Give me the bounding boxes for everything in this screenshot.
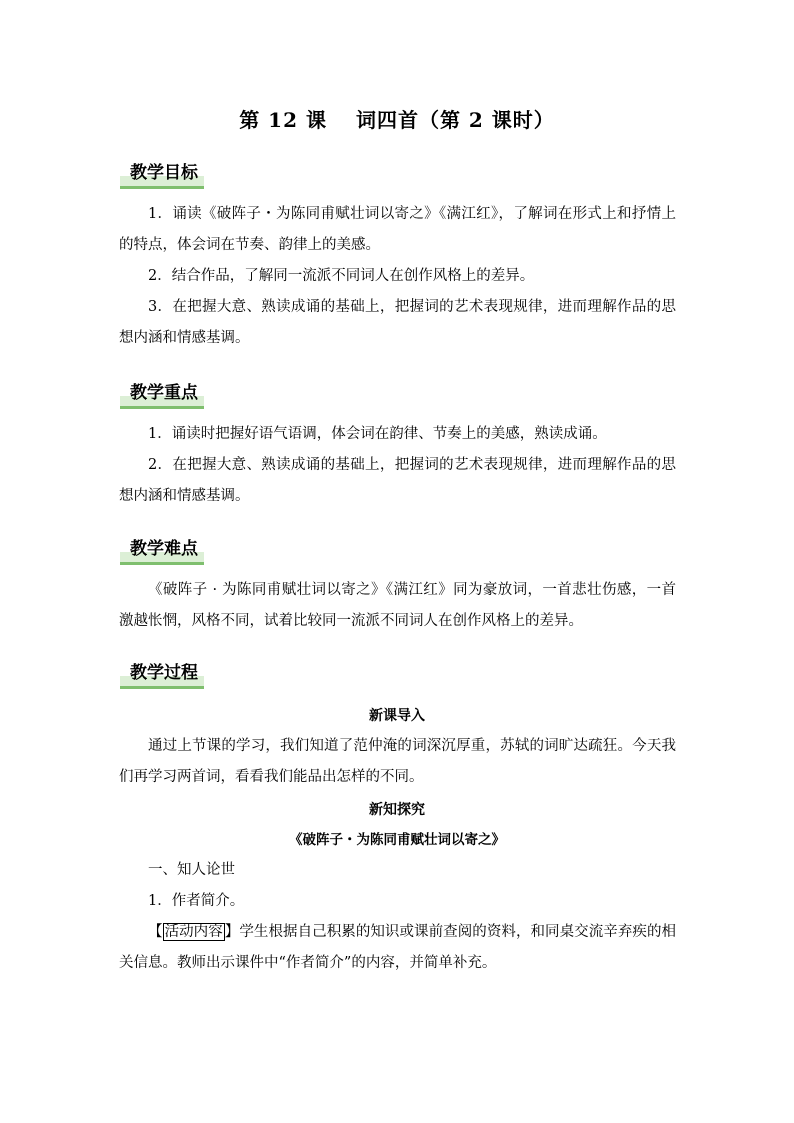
difficult-paragraph: 《破阵子 · 为陈同甫赋壮词以寄之》《满江红》同为豪放词，一首悲壮伤感，一首激越怅惘，风格不同，试着比较同一流派不同词人在创作风格上的差异。 (119, 582, 676, 629)
page-title: 第 12 课 词四首（第 2 课时） (239, 108, 555, 132)
intro-paragraph: 通过上节课的学习，我们知道了范仲淹的词深沉厚重，苏轼的词旷达疏狂。今天我们再学习两首词，看看我们能品出怎样的不同。 (119, 738, 676, 785)
section-heading-difficult: 教学难点 (120, 536, 204, 565)
goals-list (119, 199, 676, 354)
section-heading-process: 教学过程 (120, 660, 204, 689)
item1-text: 1．作者简介。 (148, 893, 245, 909)
goal-item: 3．在把握大意、熟读成诵的基础上，把握词的艺术表现规律，进而理解作品的思想内涵和情感基调。 (119, 299, 676, 346)
key-item: 2．在把握大意、熟读成诵的基础上，把握词的艺术表现规律，进而理解作品的思想内涵和情感基调。 (119, 457, 676, 504)
activity-text: 学生根据自己积累的知识或课前查阅的资料，和同桌交流辛弃疾的相关信息。教师出示课件中“作者简介”的内容，并简单补充。 (119, 924, 677, 971)
explore-title: 新知探究 (369, 802, 425, 818)
section-heading-goals: 教学目标 (120, 160, 204, 189)
goal-item: 2．结合作品，了解同一流派不同词人在创作风格上的差异。 (148, 268, 535, 284)
key-list (119, 419, 676, 512)
poem-title: 《破阵子・为陈同甫赋壮词以寄之》 (289, 832, 505, 848)
part1-text (119, 855, 676, 979)
part1-heading: 一、知人论世 (148, 862, 235, 878)
intro-text (119, 731, 676, 793)
key-item: 1．诵读时把握好语气语调，体会词在韵律、节奏上的美感，熟读成诵。 (148, 426, 607, 442)
activity-label-text: 活动内容 (164, 924, 223, 940)
section-heading-key: 教学重点 (120, 380, 204, 409)
activity-paragraph (119, 917, 676, 979)
goal-item: 1．诵读《破阵子・为陈同甫赋壮词以寄之》《满江红》，了解词在形式上和抒情上的特点，体会词在节奏、韵律上的美感。 (119, 206, 676, 253)
difficult-text (119, 575, 676, 637)
intro-title: 新课导入 (369, 708, 425, 724)
activity-label: 【 活动内容 】 (148, 924, 240, 940)
